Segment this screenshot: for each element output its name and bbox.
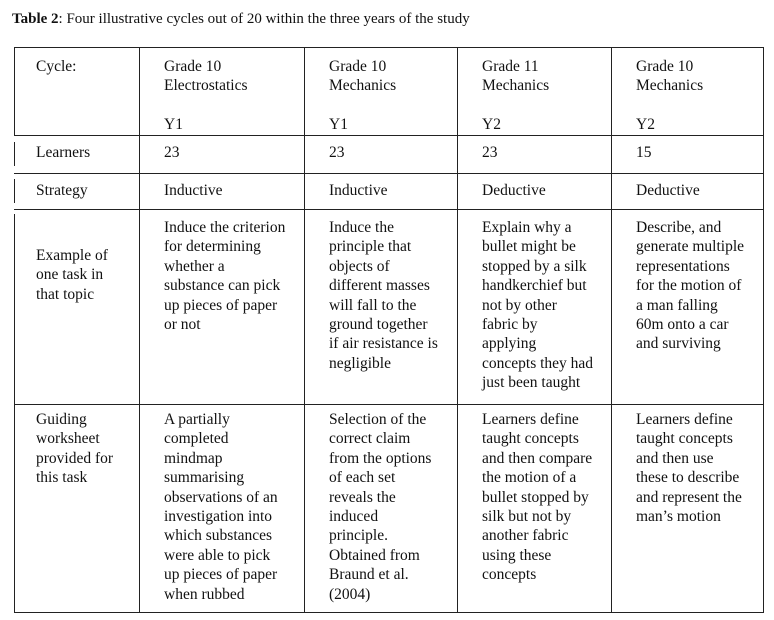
learners-cell: 23 — [482, 144, 498, 161]
table-left-border — [14, 214, 15, 404]
learners-cell: 15 — [636, 144, 652, 161]
table-rule-bottom — [14, 612, 764, 613]
learners-cell: 23 — [329, 144, 345, 161]
table-left-border — [14, 179, 15, 203]
example-cell: Induce the criterion for determining whether a substance can pick up pieces of paper or not — [164, 219, 286, 334]
strategy-cell: Deductive — [482, 182, 546, 199]
table-column-separator — [457, 47, 458, 613]
table-column-separator — [304, 47, 305, 613]
strategy-cell: Deductive — [636, 182, 700, 199]
cycle-cell: Grade 10 Mechanics Y2 — [636, 58, 704, 134]
table-rule — [14, 173, 764, 174]
table-column-separator — [611, 47, 612, 613]
table-right-border — [763, 47, 764, 613]
cycle-cell: Grade 10 Mechanics Y1 — [329, 58, 397, 134]
table-caption — [12, 10, 470, 28]
study-cycles-table — [14, 47, 764, 613]
strategy-cell: Inductive — [164, 182, 223, 199]
worksheet-cell: Learners define taught concepts and then use these to describe and represent the man’s motion — [636, 411, 742, 526]
table-left-border — [14, 47, 15, 135]
table-rule — [14, 135, 764, 136]
table-rule — [14, 404, 764, 405]
row-header-learners: Learners — [36, 144, 91, 161]
table-rule-top — [14, 47, 764, 48]
example-cell: Induce the principle that objects of different masses will fall to the ground together if air resistance is negligible — [329, 219, 438, 372]
table-left-border — [14, 404, 15, 613]
table-caption-text: : Four illustrative cycles out of 20 within the three years of the study — [58, 11, 470, 27]
example-cell: Explain why a bullet might be stopped by a silk handkerchief but not by other fabric by applying concepts they had just been taught — [482, 219, 594, 392]
row-header-example: Example of one task in that topic — [36, 247, 108, 303]
worksheet-cell: Learners define taught concepts and then compare the motion of a bullet stopped by silk but not by another fabric using these concepts — [482, 411, 593, 584]
learners-cell: 23 — [164, 144, 180, 161]
cycle-cell: Grade 10 Electrostatics Y1 — [164, 58, 248, 134]
worksheet-cell: A partially completed mindmap summarising observations of an investigation into which substances were able to pick up pieces of paper when rubbed — [164, 411, 278, 603]
table-rule — [14, 209, 764, 210]
row-header-cycle: Cycle: — [36, 58, 77, 75]
table-left-border — [14, 142, 15, 166]
table-column-separator — [139, 47, 140, 613]
cycle-cell: Grade 11 Mechanics Y2 — [482, 58, 550, 134]
worksheet-cell: Selection of the correct claim from the options of each set reveals the induced principle. Obtained from Braund et al. (2004) — [329, 411, 432, 603]
row-header-strategy: Strategy — [36, 182, 88, 199]
table-caption-label: Table 2 — [12, 11, 59, 27]
strategy-cell: Inductive — [329, 182, 388, 199]
example-cell: Describe, and generate multiple representations for the motion of a man falling 60m onto a car and surviving — [636, 219, 745, 353]
row-header-worksheet: Guiding worksheet provided for this task — [36, 411, 114, 487]
